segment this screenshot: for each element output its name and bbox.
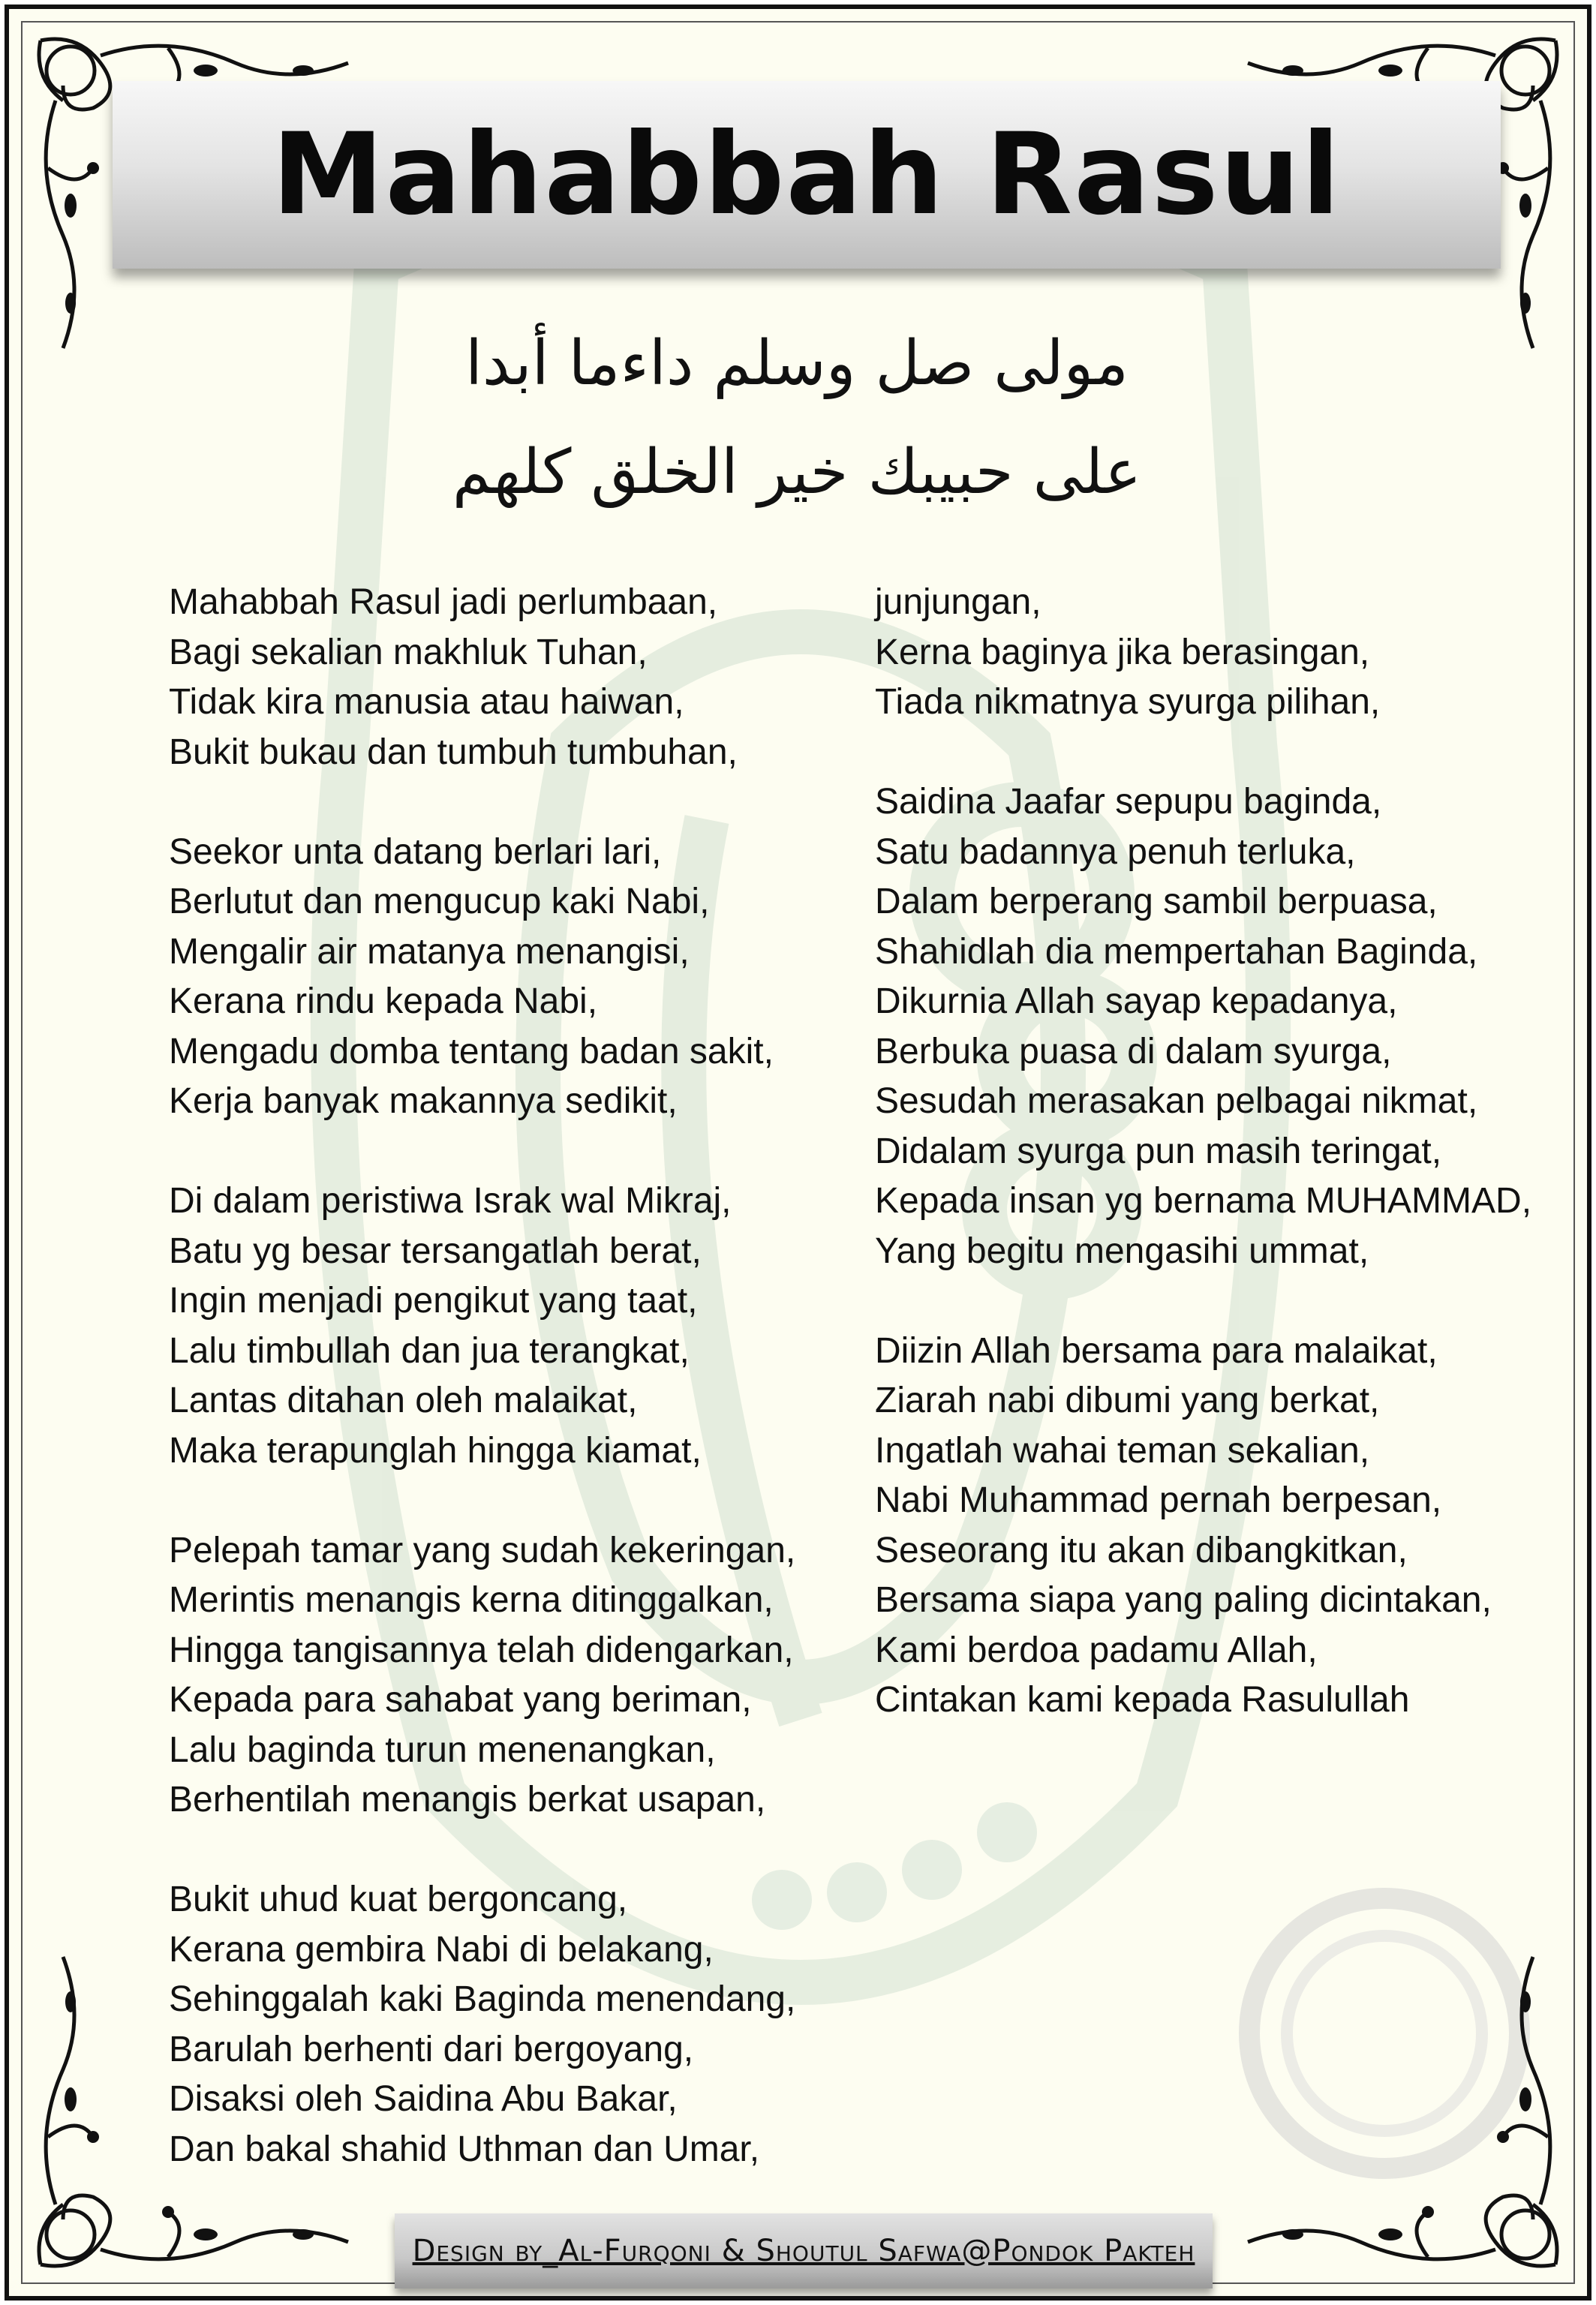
lyric-line: Satu badannya penuh terluka,: [875, 831, 1356, 872]
page-title: Mahabbah Rasul: [272, 110, 1342, 240]
lyric-line: Bersama siapa yang paling dicintakan,: [875, 1580, 1492, 1620]
lyric-line: Ingatlah wahai teman sekalian,: [875, 1430, 1370, 1471]
lyric-line: Di dalam peristiwa Israk wal Mikraj,: [169, 1181, 732, 1221]
stanza: [169, 828, 874, 1127]
lyric-line: Sesudah merasakan pelbagai nikmat,: [875, 1081, 1478, 1121]
poster-page: [5, 5, 1591, 2300]
stanza: [169, 578, 874, 777]
lyric-line: Tidak kira manusia atau haiwan,: [169, 682, 684, 722]
lyric-line: Kerana gembira Nabi di belakang,: [169, 1929, 714, 1970]
arabic-line-1: مولى صل وسلم داءما أبدا: [465, 328, 1129, 399]
lyric-line: Ziarah nabi dibumi yang berkat,: [875, 1381, 1380, 1420]
lyric-line: Batu yg besar tersangatlah berat,: [169, 1231, 702, 1271]
lyric-line: junjungan,: [875, 582, 1041, 622]
lyric-line: Kerna baginya jika berasingan,: [875, 632, 1370, 672]
lyric-line: Cintakan kami kepada Rasulullah: [875, 1680, 1410, 1720]
stanza: [875, 1327, 1565, 1726]
lyric-line: Berbuka puasa di dalam syurga,: [875, 1031, 1392, 1071]
lyric-line: Lalu baginda turun menenangkan,: [169, 1730, 716, 1770]
lyric-line: Hingga tangisannya telah didengarkan,: [169, 1630, 794, 1670]
lyric-line: Kerja banyak makannya sedikit,: [169, 1081, 678, 1121]
lyric-line: Mahabbah Rasul jadi perlumbaan,: [169, 582, 718, 622]
footer-credit-text: Design by_Al-Furqoni & Shoutul Safwa@Pondok Pakteh: [412, 2234, 1195, 2268]
lyric-line: Berhentilah menangis berkat usapan,: [169, 1780, 766, 1820]
lyric-line: Kepada insan yg bernama MUHAMMAD,: [875, 1181, 1532, 1221]
lyric-line: Dan bakal shahid Uthman dan Umar,: [169, 2129, 760, 2169]
stanza: [875, 777, 1565, 1276]
stanza: [169, 1875, 874, 2174]
lyric-line: Yang begitu mengasihi ummat,: [875, 1231, 1369, 1271]
lyric-line: Seseorang itu akan dibangkitkan,: [875, 1530, 1408, 1570]
footer-credit: [395, 2213, 1213, 2288]
lyric-line: Kerana rindu kepada Nabi,: [169, 981, 598, 1021]
corner-ornament-icon: [1218, 1927, 1578, 2287]
lyric-line: Kami berdoa padamu Allah,: [875, 1630, 1318, 1670]
lyric-line: Maka terapunglah hingga kiamat,: [169, 1430, 702, 1471]
lyric-line: Seekor unta datang berlari lari,: [169, 831, 662, 872]
lyric-line: Bukit uhud kuat bergoncang,: [169, 1880, 628, 1919]
lyric-line: Berlutut dan mengucup kaki Nabi,: [169, 882, 710, 921]
lyric-line: Sehinggalah kaki Baginda menendang,: [169, 1979, 796, 2019]
title-banner: [113, 81, 1501, 269]
lyric-line: Bukit bukau dan tumbuh tumbuhan,: [169, 732, 738, 772]
lyric-line: Lantas ditahan oleh malaikat,: [169, 1381, 638, 1420]
stanza: [169, 1526, 874, 1826]
lyric-line: Mengalir air matanya menangisi,: [169, 931, 690, 972]
lyric-line: Merintis menangis kerna ditinggalkan,: [169, 1580, 774, 1620]
watermark-seal: [1234, 1883, 1534, 2183]
lyric-line: Dalam berperang sambil berpuasa,: [875, 882, 1438, 921]
lyric-line: Saidina Jaafar sepupu baginda,: [875, 782, 1382, 822]
lyric-line: Shahidlah dia mempertahan Baginda,: [875, 931, 1478, 972]
lyrics-column-right: [875, 578, 1565, 1775]
lyric-line: Disaksi oleh Saidina Abu Bakar,: [169, 2079, 678, 2119]
lyric-line: Kepada para sahabat yang beriman,: [169, 1680, 752, 1720]
stanza: [169, 1177, 874, 1476]
stanza: [875, 578, 1565, 728]
lyric-line: Mengadu domba tentang badan sakit,: [169, 1031, 774, 1071]
lyric-line: Diizin Allah bersama para malaikat,: [875, 1330, 1438, 1371]
lyric-line: Tiada nikmatnya syurga pilihan,: [875, 682, 1381, 722]
lyric-line: Bagi sekalian makhluk Tuhan,: [169, 632, 648, 672]
lyric-line: Ingin menjadi pengikut yang taat,: [169, 1281, 698, 1321]
lyric-line: Dikurnia Allah sayap kepadanya,: [875, 981, 1398, 1021]
arabic-line-2: على حبيبك خير الخلق كلهم: [452, 437, 1142, 508]
lyric-line: Didalam syurga pun masih teringat,: [875, 1131, 1442, 1171]
lyric-line: Lalu timbullah dan jua terangkat,: [169, 1330, 690, 1371]
lyric-line: Nabi Muhammad pernah berpesan,: [875, 1480, 1442, 1520]
lyrics-column-left: [169, 578, 874, 2225]
lyric-line: Barulah berhenti dari bergoyang,: [169, 2029, 694, 2069]
lyric-line: Pelepah tamar yang sudah kekeringan,: [169, 1530, 796, 1570]
